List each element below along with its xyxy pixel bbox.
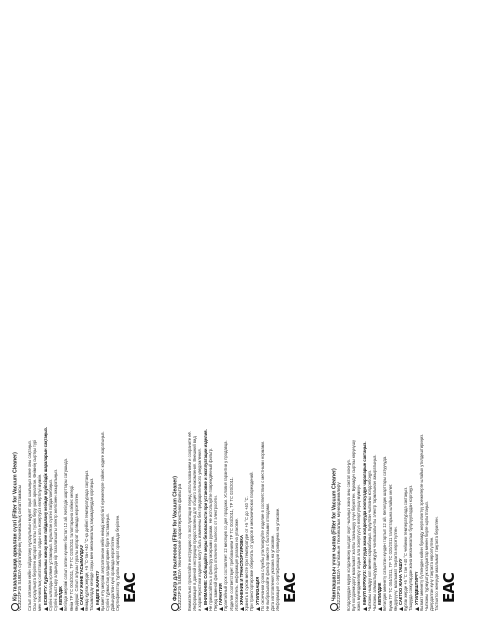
section-heading: ЕСКЕРТУ: Құрылғыны жинау және пайдалану кезінде қауіпсіздік шараларын сақтаңыз. [43, 11, 48, 611]
text-line: Хранить в сухом месте при температуре от +5 °C до +40 °C. [244, 496, 250, 611]
column-text [346, 11, 440, 611]
text-line: Қызмет ету мерзімі аяқталғаннан кейін өнімді жергілікті ережелерге сәйкес кәдеге жаратыңыз. [99, 431, 105, 611]
text-line: Сертификаттау туралы ақпарат орамада берілген. [115, 514, 121, 611]
text-line: Не выбрасывайте фильтр вместе с бытовыми отходами. [265, 502, 271, 611]
text-line: Изготовитель: информация указана на упаковке. [233, 517, 239, 611]
text-line: Сүзгіні ауыстыру алдында кір тазалағышты электр желісінен ажыратыңыз. [53, 468, 59, 611]
text-line: Осы нұсқаулықта берілген ақпарат жалпы түсінік беру үшін арналған. Өнімнің сыртқы түрі [32, 439, 38, 611]
text-line: Перед заменой фильтра отключите пылесос от электросети. [213, 495, 219, 611]
text-line: Чыпканы турмуштук калдыктар менен бирге ыргытпаңыз. [424, 501, 430, 611]
text-line: Чыпканы алмаштыруудан мурун чангкашагычты электр тармагынан ажыратыңыз. [372, 454, 378, 611]
section-heading: КЕПІЛДІК [58, 11, 63, 611]
text-line: Дайындалған күні орамада көрсетілген. [110, 535, 116, 611]
text-line: Өнім ТР ТС 004/2011, ТР ТС 020/2011 талаптарына сәйкес келеді. [68, 484, 74, 611]
text-line: Внимательно прочитайте инструкцию по эксплуатации перед использованием и сохраните её. [187, 431, 192, 611]
section-heading: КӘДЕГЕ ЖАРАТУ [95, 11, 100, 611]
text-line: Өнімді құрғақ жерде, +5 °C-тан +40 °C-қа дейінгі температурада сақтаңыз. [84, 469, 90, 611]
text-line: Не прикасайтесь к фильтру мокрыми руками. Не используйте повреждённый фильтр. [207, 447, 213, 611]
text-line: Кепілдік мерзімі сатып алған күннен бастап 12 ай. Кепілдік шарттары сатушыда. [63, 458, 69, 611]
text-line: Кызмат мөөнөтү бүткөндөн кийин буюмду жергиликтүү эрежелерге ылайык утилдештириңиз. [418, 433, 424, 611]
section-heading: КӨҢҮЛ БУРУҢУЗ: Орнотууда жана колдонууда коопсуздук чараларын сактаңыз. [362, 11, 367, 611]
column-subtitle: VL3222P15 SUB2A чыпканын техникалык мүнөздөмөлөрү [337, 482, 342, 611]
section-heading: КЕПИЛДИК [377, 11, 382, 611]
column-title-text: Фильтр для пылесоса (Filter for Vacuum Cleaner) [172, 475, 179, 601]
text-line: Чыпканы нымдуу кол менен кармабаңыз. Бузулган чыпканы колдонбоңуз. [366, 470, 372, 611]
eac-mark: EAC [281, 573, 299, 603]
text-line: Сатып алғаннан кейін пайдалану нұсқаулығын мұқият оқып шығыңыз және оны сақтаңыз. [27, 440, 32, 611]
text-line: Информация о сертификации приведена на упаковке. [275, 507, 281, 611]
text-line: Информация в данной инструкции предоставлена для общего ознакомления. Внешний вид [192, 436, 198, 611]
section-heading: УТИЛДЕШТИРҮҮ [414, 11, 419, 611]
section-heading: УТИЛИЗАЦИЯ [255, 11, 260, 611]
text-line: Изделие соответствует требованиям ТР ТС 004/2011, ТР ТС 020/2011. [228, 476, 234, 611]
text-line: Даярдалган күнү таңгакта көрсөтүлгөн. [429, 536, 435, 611]
text-line: и характеристики изделия могут быть изменены без предварительного уведомления. [197, 448, 203, 611]
text-line: Өндүрүүчү: маалымат таңгакта көрсөтүлгөн. [392, 526, 398, 611]
text-line: Дата изготовления указана на упаковке. [270, 534, 276, 611]
text-line: Ташууда соккулардан жана механикалык бузулуулардан коргоңуз. [408, 484, 414, 611]
text-line: При транспортировке оберегать от ударов и механических повреждений. [249, 471, 255, 611]
text-line: Кургак жерде +5 °C тан +40 °C чейинки температурада сактаңыз. [403, 486, 409, 611]
text-line: Өндіруші: Сатып алушы туралы ақпарат орамада көрсетілген. [73, 492, 79, 611]
section-heading: ГАРАНТИЯ [218, 11, 223, 611]
section-heading: ХРАНЕНИЕ И ТРАНСПОРТИРОВКА [239, 11, 244, 611]
text-line: Сүзгіні ылғалды қолмен ұстамаңыз. Бұзылған сүзгіні пайдаланбаңыз. [47, 479, 53, 611]
column-title-text: Чангкашагыч үчүн чыпка (Filter for Vacuum Cleaner) [331, 468, 338, 601]
column-russian [163, 0, 323, 623]
section-heading: ВНИМАНИЕ: Соблюдайте меры безопасности при установке и эксплуатации изделия. [203, 11, 208, 611]
section-heading: САҚТАУ ЖӘНЕ ТАСЫМАЛДАУ [79, 11, 84, 611]
text-line: Бул колдонмодогу маалымат жалпы таанышуу үчүн берилген. Буюмдун сырткы көрүнүшү [351, 440, 357, 611]
text-line: Кепилдик мөөнөтү сатылган күндөн тартып 12 ай. Кепилдик шарттары сатуучуда. [382, 455, 388, 611]
text-line: По окончании срока службы утилизируйте изделие в соответствии с местными нормами. [259, 440, 265, 611]
text-line: жана мүнөздөмөлөрү алдын ала эскертүүсүз өзгөртүлүшү мүмкүн. [356, 484, 362, 611]
eac-mark: EAC [121, 573, 139, 603]
column-kazakh [3, 0, 163, 623]
eac-mark: EAC [440, 573, 458, 603]
text-line: Гарантийный срок составляет 12 месяцев со дня продажи. Условия гарантии у продавца. [223, 440, 229, 611]
text-line: Тастыктоо жөнүндө маалымат таңгакта берилген. [434, 516, 440, 611]
text-line: Колдонуудан мурун колдонмону кылдат окуп чыгыңыз жана аны сактап коюңуз. [346, 459, 351, 611]
text-line: Буюм ТР ТС 004/2011, ТР ТС 020/2011 талаптарына ылайык келет. [387, 483, 393, 611]
column-kyrgyz [322, 0, 481, 623]
text-line: Сүзгіні тұрмыстық қалдықтармен бірге тастамаңыз. [105, 513, 111, 611]
section-heading: САКТОО ЖАНА ТАШУУ [398, 11, 403, 611]
column-title-text: Кір тазалағышқа арналған сүзгі (Filter for Vacuum Cleaner) [12, 452, 19, 601]
column-subtitle: VL3222P15 SUB2A сүзгілерінің техникалық сипаттамасы [18, 485, 23, 611]
column-subtitle: VL3222P15 SUB2A технические характеристики фильтра [178, 483, 183, 611]
text-line: Тасымалдау кезінде соққы мен механикалық зақымданудан қорғаңыз. [89, 477, 95, 611]
column-text [27, 11, 121, 611]
column-text [187, 11, 281, 611]
text-line: мен техникалық сипаттамалары алдын ала ескертусіз өзгертілуі мүмкін. [37, 473, 43, 611]
